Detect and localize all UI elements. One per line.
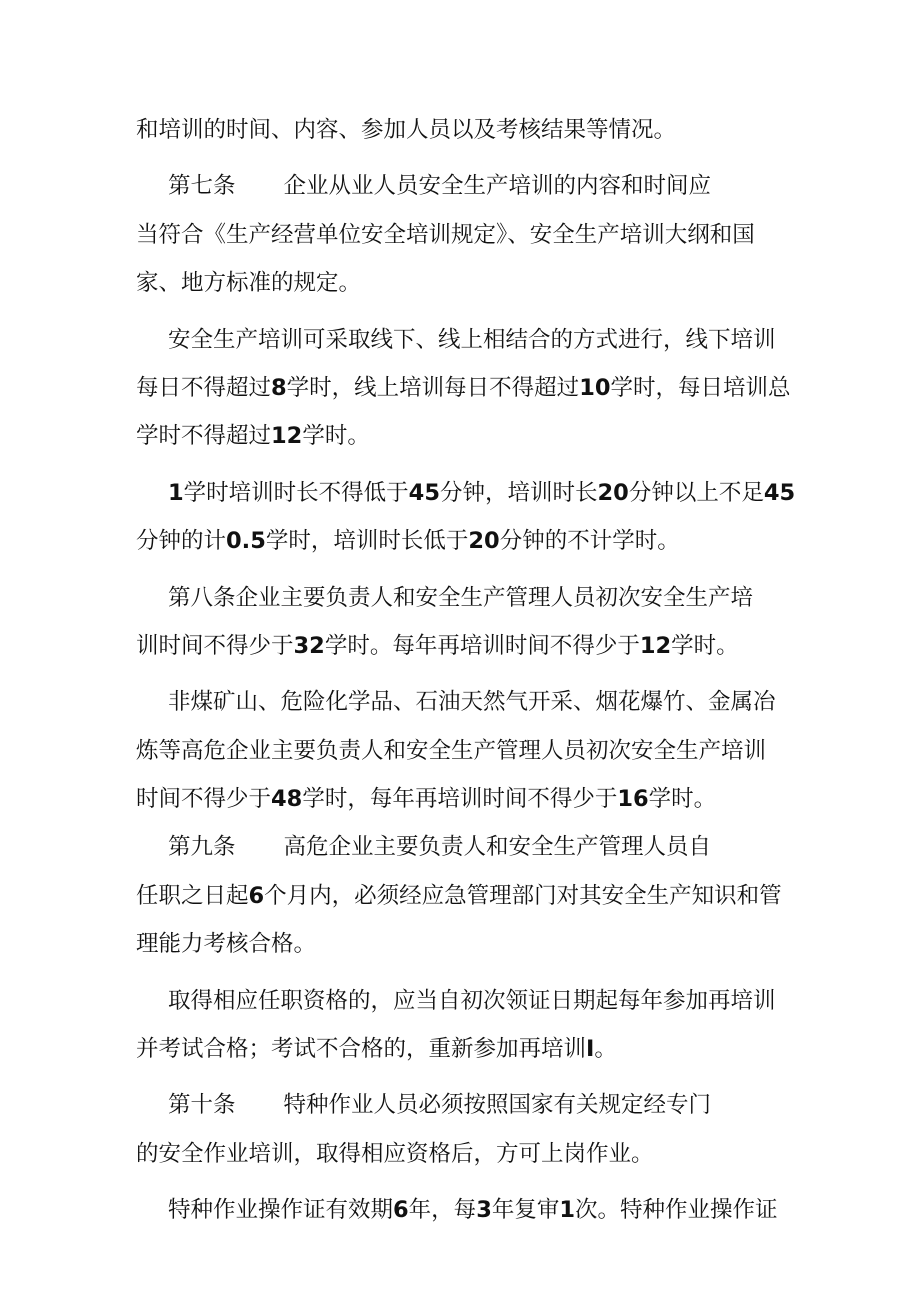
number: 1	[559, 1197, 576, 1224]
number: I	[586, 1036, 595, 1063]
text-run: 学时。	[671, 632, 739, 659]
text-run: 次。特种作业操作证	[575, 1197, 778, 1224]
text-run: 特种作业操作证有效期	[168, 1197, 394, 1224]
article-7-line-2	[136, 211, 796, 259]
text-run: 学时不得超过	[136, 423, 272, 450]
number: 1	[168, 479, 184, 506]
text-run: 分钟，培训时长	[439, 479, 598, 506]
text-run: 学时。	[648, 786, 717, 813]
text-run: 并考试合格；考试不合格的，重新参加再培训	[136, 1036, 587, 1063]
text-run: 时间不得少于	[136, 786, 272, 813]
number: 20	[468, 528, 500, 555]
text-run: 个月内，必须经应急管理部门对其安全生产知识和管	[264, 882, 782, 909]
number: 20	[597, 479, 629, 506]
text-run: 炼等高危企业主要负责人和安全生产管理人员初次安全生产培训	[136, 737, 767, 764]
article-8-line-1	[136, 574, 796, 622]
text-run: 学时，线上培训每日不得超过	[286, 374, 580, 401]
text-run: 企业从业人员安全生产培训的内容和时间应	[283, 173, 712, 200]
paragraph-line	[136, 727, 796, 775]
article-8-line-2	[136, 622, 796, 670]
text-run: 分钟的不计学时。	[499, 528, 680, 555]
number: 12	[271, 423, 303, 450]
article-9-line-2	[136, 872, 796, 920]
document-body	[136, 106, 796, 1235]
paragraph-line	[136, 775, 796, 823]
text-run: 训时间不得少于	[136, 632, 294, 659]
text-run: 分钟的计	[136, 528, 227, 555]
number: 3	[476, 1197, 492, 1224]
text-run: 。	[594, 1036, 617, 1063]
text-run: 分钟以上不足	[628, 479, 764, 506]
number: 10	[579, 374, 611, 401]
text-run: 学时，每日培训总	[610, 374, 791, 401]
number: 0.5	[226, 528, 266, 555]
text-run: 高危企业主要负责人和安全生产管理人员自	[283, 834, 712, 861]
article-10-heading: 第十条	[168, 1092, 236, 1119]
text-run: 学时。	[302, 423, 370, 450]
paragraph-line	[136, 517, 796, 565]
text-run: 特种作业人员必须按照国家有关规定经专门	[283, 1092, 712, 1119]
number: 16	[617, 786, 649, 813]
paragraph-line	[136, 1186, 796, 1234]
paragraph-line	[136, 977, 796, 1025]
number: 8	[271, 374, 287, 401]
article-9-heading: 第九条	[168, 834, 236, 861]
article-7-line-1	[136, 162, 796, 210]
text-run: 年复审	[491, 1197, 560, 1224]
number: 6	[393, 1197, 409, 1224]
number: 45	[408, 479, 440, 506]
text-run: 和培训的时间、内容、参加人员以及考核结果等情况。	[136, 117, 677, 143]
article-10-line-1	[136, 1081, 796, 1129]
number: 32	[293, 632, 325, 659]
article-9-line-1	[136, 823, 796, 871]
paragraph-line	[136, 678, 796, 726]
text-run: 学时，每年再培训时间不得少于	[302, 786, 618, 813]
text-run: 年，每	[408, 1197, 477, 1224]
article-7-heading: 第七条	[168, 173, 236, 200]
text-run: 任职之日起	[136, 882, 249, 909]
text-run: 取得相应任职资格的，应当自初次领证日期起每年参加再培训	[168, 987, 776, 1014]
text-run: 学时。每年再培训时间不得少于	[324, 632, 640, 659]
text-run: 学时，培训时长低于	[265, 528, 469, 555]
paragraph-line	[136, 469, 796, 517]
text-run: 的安全作业培训，取得相应资格后，方可上岗作业。	[136, 1140, 654, 1167]
paragraph-line	[136, 364, 796, 412]
paragraph-line	[136, 412, 796, 460]
article-7-line-3	[136, 259, 796, 307]
paragraph-line	[136, 1025, 796, 1073]
number: 45	[763, 479, 796, 506]
text-run: 学时培训时长不得低于	[183, 479, 409, 506]
article-10-line-2	[136, 1130, 796, 1178]
paragraph-line	[136, 106, 796, 154]
number: 12	[639, 632, 672, 659]
text-run: 理能力考核合格。	[136, 931, 317, 958]
number: 48	[271, 786, 303, 813]
text-run: 第八条企业主要负责人和安全生产管理人员初次安全生产培	[168, 584, 754, 611]
number: 6	[248, 882, 265, 909]
text-run: 家、地方标准的规定。	[136, 270, 362, 297]
text-run: 安全生产培训可采取线下、线上相结合的方式进行，线下培训	[168, 326, 776, 353]
text-run: 非煤矿山、危险化学品、石油天然气开采、烟花爆竹、金属冶	[168, 689, 776, 716]
article-9-line-3	[136, 920, 796, 968]
text-run: 当符合《生产经营单位安全培训规定》、安全生产培训大纲和国	[136, 221, 755, 248]
paragraph-line	[136, 316, 796, 364]
text-run: 每日不得超过	[136, 374, 272, 401]
